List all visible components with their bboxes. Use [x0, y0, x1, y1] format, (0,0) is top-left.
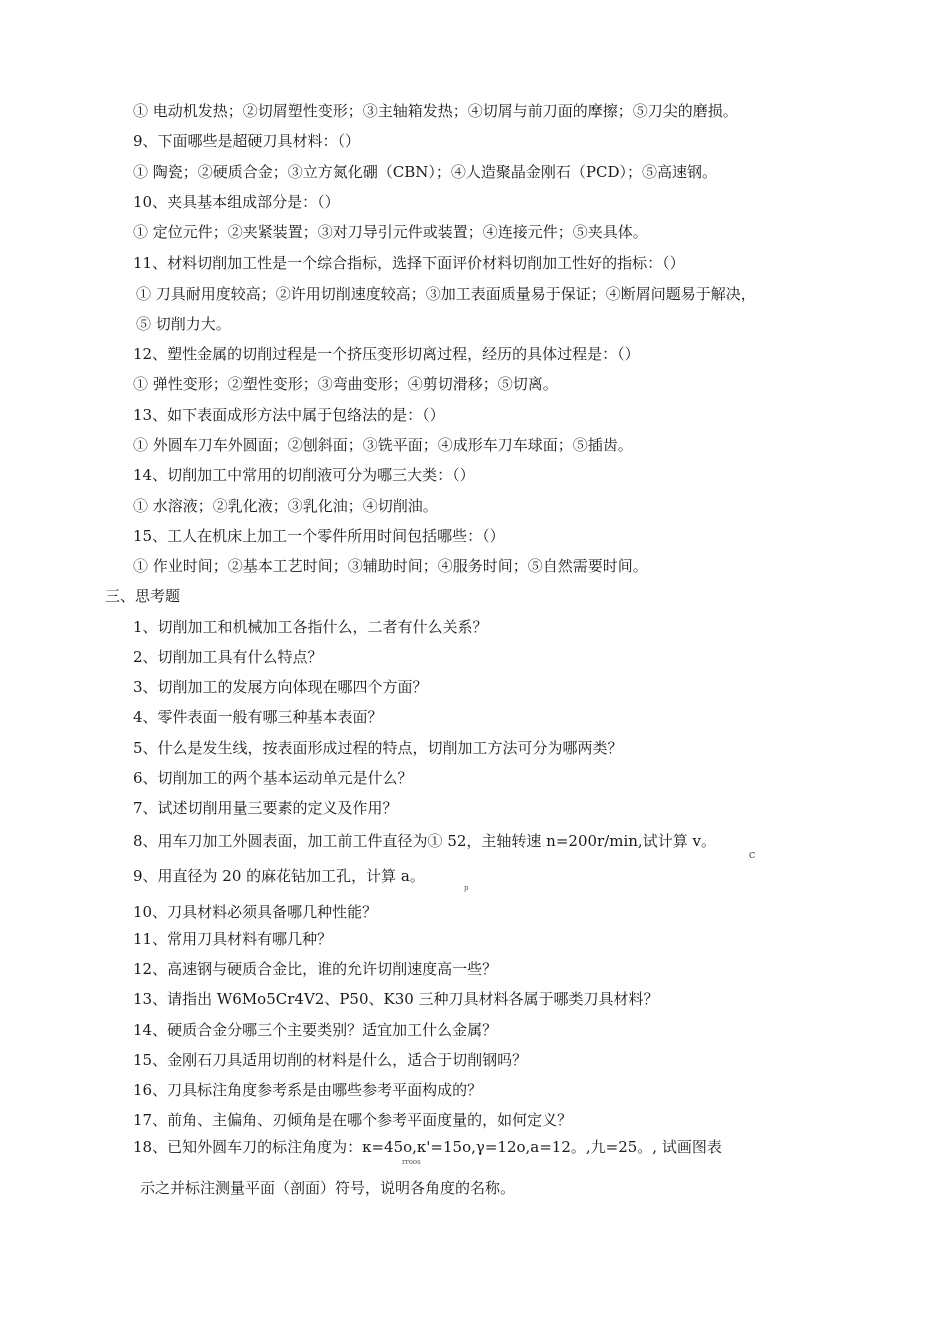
options-13: ① 外圆车刀车外圆面；②刨斜面；③铣平面；④成形车刀车球面；⑤插齿。 — [133, 436, 633, 454]
think-q17: 17、前角、主偏角、刃倾角是在哪个参考平面度量的，如何定义？ — [133, 1111, 573, 1129]
think-q15: 15、金刚石刀具适用切削的材料是什么，适合于切削钢吗？ — [133, 1051, 528, 1069]
think-q4: 4、零件表面一般有哪三种基本表面？ — [133, 708, 383, 726]
text-line: ① 电动机发热；②切屑塑性变形；③主轴箱发热；④切屑与前刀面的摩擦；⑤刀尖的磨损。 — [133, 102, 738, 120]
think-q18-cont: 示之并标注测量平面（剖面）符号，说明各角度的名称。 — [140, 1179, 516, 1197]
think-q14: 14、硬质合金分哪三个主要类别？适宜加工什么金属？ — [133, 1021, 498, 1039]
options-11: ① 刀具耐用度较高；②许用切削速度较高；③加工表面质量易于保证；④断屑问题易于解决， — [136, 285, 756, 303]
question-10: 10、夹具基本组成部分是：（） — [133, 193, 340, 211]
think-q2: 2、切削加工具有什么特点？ — [133, 648, 323, 666]
options-12: ① 弹性变形；②塑性变形；③弯曲变形；④剪切滑移；⑤切离。 — [133, 375, 558, 393]
question-9: 9、下面哪些是超硬刀具材料：（） — [133, 132, 361, 150]
subscript-p: p — [464, 884, 469, 892]
think-q11: 11、常用刀具材料有哪几种？ — [133, 930, 333, 948]
section-heading: 三、思考题 — [105, 587, 181, 605]
think-q13: 13、请指出 W6Mo5Cr4V2、P50、K30 三种刀具材料各属于哪类刀具材料？ — [133, 990, 659, 1008]
think-q12: 12、高速钢与硬质合金比，谁的允许切削速度高一些？ — [133, 960, 498, 978]
subscript-rroos: rroos — [402, 1158, 421, 1166]
options-15: ① 作业时间；②基本工艺时间；③辅助时间；④服务时间；⑤自然需要时间。 — [133, 557, 648, 575]
question-12: 12、塑性金属的切削过程是一个挤压变形切离过程，经历的具体过程是：（） — [133, 345, 640, 363]
think-q9: 9、用直径为 20 的麻花钻加工孔，计算 a。 — [133, 867, 425, 885]
question-11: 11、材料切削加工性是一个综合指标，选择下面评价材料切削加工性好的指标：（） — [133, 254, 685, 272]
question-13: 13、如下表面成形方法中属于包络法的是：（） — [133, 406, 445, 424]
think-q10: 10、刀具材料必须具备哪几种性能？ — [133, 903, 378, 921]
options-11-cont: ⑤ 切削力大。 — [136, 315, 231, 333]
question-15: 15、工人在机床上加工一个零件所用时间包括哪些：（） — [133, 527, 505, 545]
think-q6: 6、切削加工的两个基本运动单元是什么？ — [133, 769, 413, 787]
options-14: ① 水溶液；②乳化液；③乳化油；④切削油。 — [133, 497, 438, 515]
question-14: 14、切削加工中常用的切削液可分为哪三大类：（） — [133, 466, 475, 484]
think-q16: 16、刀具标注角度参考系是由哪些参考平面构成的？ — [133, 1081, 483, 1099]
think-q5: 5、什么是发生线，按表面形成过程的特点，切削加工方法可分为哪两类？ — [133, 739, 623, 757]
think-q7: 7、试述切削用量三要素的定义及作用？ — [133, 799, 398, 817]
options-9: ① 陶瓷；②硬质合金；③立方氮化硼（CBN）；④人造聚晶金刚石（PCD）；⑤高速钢。 — [133, 163, 717, 181]
subscript-c: C — [749, 851, 756, 860]
think-q18: 18、已知外圆车刀的标注角度为：κ=45o,κ'=15o,γ=12o,a=12。,九=25。, 试画图表 — [133, 1138, 722, 1156]
think-q3: 3、切削加工的发展方向体现在哪四个方面？ — [133, 678, 428, 696]
think-q1: 1、切削加工和机械加工各指什么，二者有什么关系？ — [133, 618, 488, 636]
options-10: ① 定位元件；②夹紧装置；③对刀导引元件或装置；④连接元件；⑤夹具体。 — [133, 223, 648, 241]
think-q8: 8、用车刀加工外圆表面，加工前工件直径为① 52，主轴转速 n=200r/min,试计算 v。 — [133, 832, 716, 850]
